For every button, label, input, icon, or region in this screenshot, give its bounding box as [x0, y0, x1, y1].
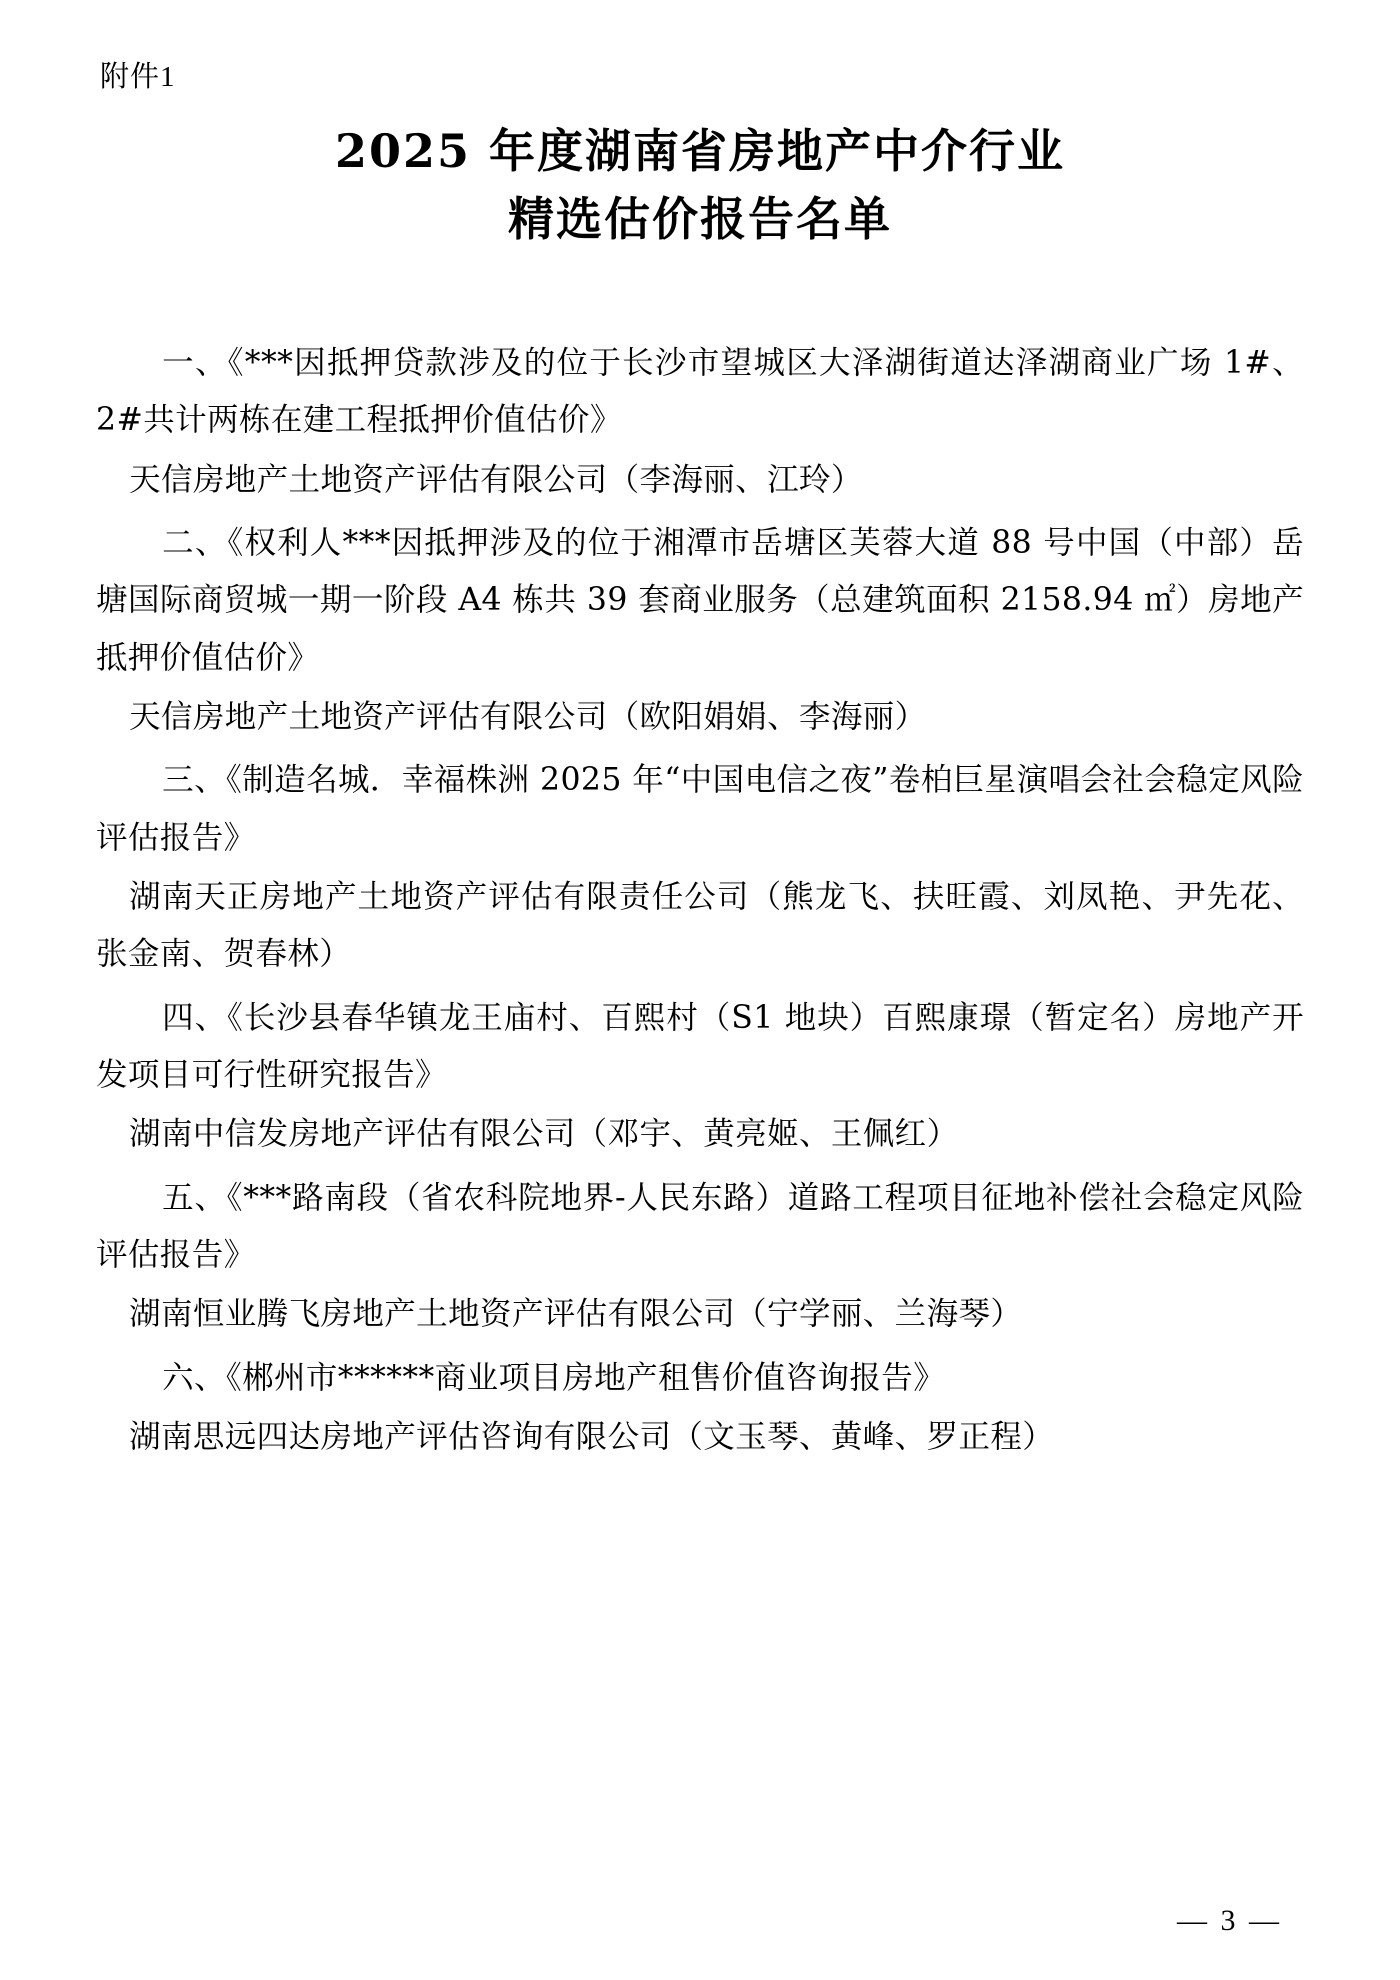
- entry-list: [96, 335, 1304, 1466]
- entry-firm: 湖南天正房地产土地资产评估有限责任公司（熊龙飞、扶旺霞、刘凤艳、尹先花、张金南、贺春林）: [96, 879, 1304, 973]
- entry-title: 五、《***路南段（省农科院地界-人民东路）道路工程项目征地补偿社会稳定风险评估报告》: [96, 1179, 1304, 1274]
- page-title-line-1: 2025 年度湖南省房地产中介行业: [334, 124, 1066, 178]
- list-item: [96, 1170, 1304, 1344]
- entry-firm: 天信房地产土地资产评估有限公司（欧阳娟娟、李海丽）: [129, 699, 927, 736]
- list-item: [96, 1350, 1304, 1467]
- entry-title: 三、《制造名城．幸福株洲 2025 年“中国电信之夜”卷柏巨星演唱会社会稳定风险评估报告》: [96, 762, 1304, 856]
- page-number: — 3 —: [1177, 1904, 1282, 1937]
- attachment-label: 附件1: [100, 61, 176, 93]
- list-item: [96, 990, 1304, 1164]
- list-item: [96, 752, 1304, 983]
- list-item: [96, 515, 1304, 746]
- entry-title: 二、《权利人***因抵押涉及的位于湘潭市岳塘区芙蓉大道 88 号中国（中部）岳塘国际商贸城一期一阶段 A4 栋共 39 套商业服务（总建筑面积 2158.94 ㎡）房地产抵押价值估价》: [96, 525, 1304, 676]
- entry-firm: 湖南恒业腾飞房地产土地资产评估有限公司（宁学丽、兰海琴）: [129, 1296, 1023, 1333]
- entry-firm: 天信房地产土地资产评估有限公司（李海丽、江玲）: [129, 461, 863, 498]
- list-item: [96, 335, 1304, 509]
- entry-title: 四、《长沙县春华镇龙王庙村、百熙村（S1 地块）百熙康璟（暂定名）房地产开发项目可行性研究报告》: [96, 999, 1304, 1094]
- entry-title: 一、《***因抵押贷款涉及的位于长沙市望城区大泽湖街道达泽湖商业广场 1#、2#共计两栋在建工程抵押价值估价》: [96, 345, 1304, 439]
- page-title: [96, 117, 1304, 253]
- entry-firm: 湖南思远四达房地产评估咨询有限公司（文玉琴、黄峰、罗正程）: [129, 1419, 1055, 1456]
- page-title-line-2: 精选估价报告名单: [508, 192, 892, 247]
- entry-title: 六、《郴州市******商业项目房地产租售价值咨询报告》: [162, 1359, 946, 1396]
- entry-firm: 湖南中信发房地产评估有限公司（邓宇、黄亮姬、王佩红）: [129, 1116, 959, 1153]
